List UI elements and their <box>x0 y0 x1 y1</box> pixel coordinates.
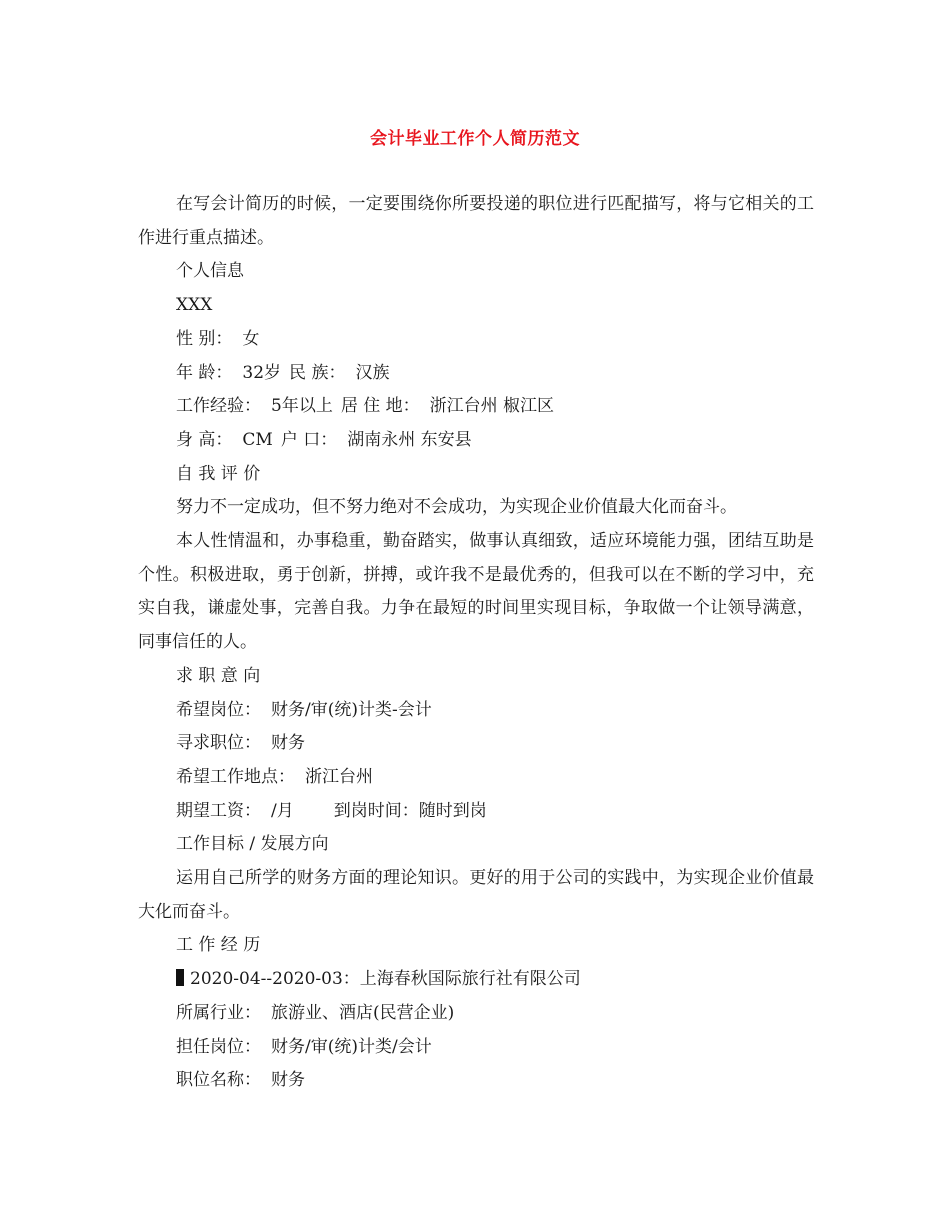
work-location-row <box>138 761 814 795</box>
self-eval-line: 努力不一定成功，但不努力绝对不会成功，为实现企业价值最大化而奋斗。 <box>176 497 737 518</box>
experience-row <box>138 390 814 424</box>
salary-label: 期望工资： <box>176 800 261 821</box>
age-label: 年 龄： <box>176 362 233 383</box>
seek-position-row <box>138 727 814 761</box>
arrival-label: 到岗时间： <box>333 800 419 821</box>
work-period: 2020-04--2020-03：上海春秋国际旅行社有限公司 <box>190 969 581 990</box>
height-label: 身 高： <box>176 429 233 450</box>
job-intent-heading: 求 职 意 向 <box>176 665 261 686</box>
age-row <box>138 357 814 391</box>
age-value: 32岁 <box>242 362 282 383</box>
industry-value: 旅游业、酒店(民营企业) <box>271 1002 455 1023</box>
personal-info-heading: 个人信息 <box>176 261 244 282</box>
arrival-value: 随时到岗 <box>418 800 487 821</box>
post-label: 担任岗位： <box>176 1036 261 1057</box>
self-eval-paragraph: 本人性情温和，办事稳重，勤奋踏实，做事认真细致，适应环境能力强，团结互助是个性。积极进取，勇于创新，拼搏，或许我不是最优秀的，但我可以在不断的学习中，充实自我，谦虚处事，完善自我。力争在最短的时间里实现目标，争取做一个让领导满意，同事信任的人。 <box>138 531 814 653</box>
name-value: XXX <box>176 295 213 316</box>
post-row <box>138 1031 814 1065</box>
industry-row <box>138 997 814 1031</box>
goal-heading: 工作目标 / 发展方向 <box>176 834 329 855</box>
height-row <box>138 424 814 458</box>
residence-label: 居 住 地： <box>340 396 420 417</box>
salary-value: /月 <box>271 800 294 821</box>
salary-row <box>138 795 814 829</box>
experience-value: 5年以上 <box>271 396 333 417</box>
gender-label: 性 别： <box>176 328 233 349</box>
self-eval-heading: 自 我 评 价 <box>176 463 261 484</box>
gender-value: 女 <box>242 328 260 349</box>
post-value: 财务/审(统)计类/会计 <box>271 1036 432 1057</box>
seek-position-value: 财务 <box>271 733 305 754</box>
desired-position-row <box>138 694 814 728</box>
hukou-label: 户 口： <box>280 429 338 450</box>
ethnicity-label: 民 族： <box>289 362 346 383</box>
job-title-value: 财务 <box>271 1070 305 1091</box>
document-title: 会计毕业工作个人简历范文 <box>370 129 580 149</box>
gender-row <box>138 323 814 357</box>
work-history-heading: 工 作 经 历 <box>176 935 261 956</box>
hukou-value: 湖南永州 东安县 <box>347 429 472 450</box>
height-value: CM <box>242 429 273 450</box>
desired-position-label: 希望岗位： <box>176 699 261 720</box>
job-title-label: 职位名称： <box>176 1070 261 1091</box>
experience-label: 工作经验： <box>176 396 261 417</box>
document-body <box>138 188 814 1098</box>
residence-value: 浙江台州 椒江区 <box>429 396 555 417</box>
desired-position-value: 财务/审(统)计类-会计 <box>271 699 432 720</box>
goal-paragraph: 运用自己所学的财务方面的理论知识。更好的用于公司的实践中，为实现企业价值最大化而奋斗。 <box>138 868 814 922</box>
work-period-row <box>138 963 814 997</box>
job-title-row <box>138 1064 814 1098</box>
intro-paragraph: 在写会计简历的时候，一定要围绕你所要投递的职位进行匹配描写，将与它相关的工作进行重点描述。 <box>138 194 814 248</box>
seek-position-label: 寻求职位： <box>176 733 261 754</box>
industry-label: 所属行业： <box>176 1002 261 1023</box>
work-location-label: 希望工作地点： <box>176 766 295 787</box>
bullet-icon <box>176 969 184 986</box>
ethnicity-value: 汉族 <box>355 362 390 383</box>
work-location-value: 浙江台州 <box>305 766 373 787</box>
